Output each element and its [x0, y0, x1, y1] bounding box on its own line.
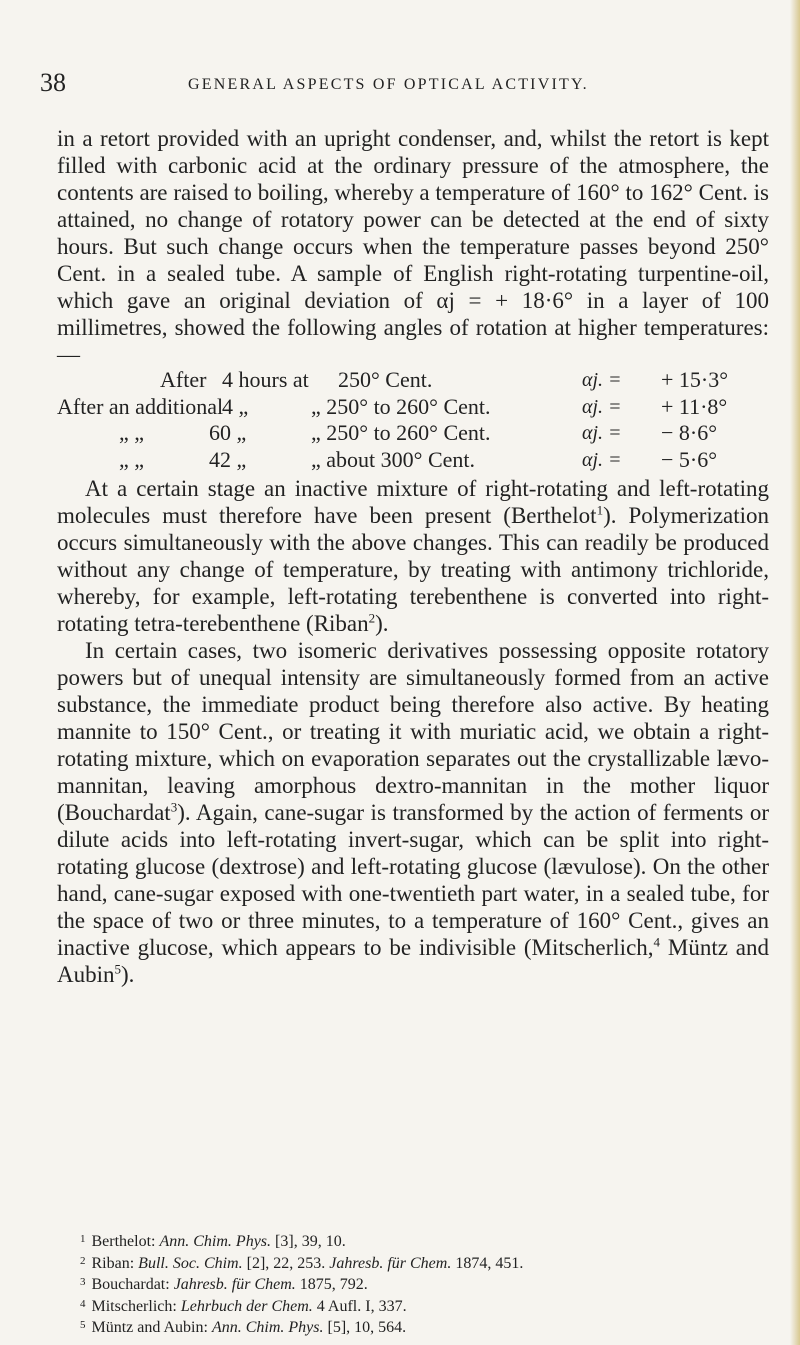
row-hours: 60 „	[209, 420, 247, 445]
row-label: „ „	[119, 420, 145, 445]
footnote: $^3$ Bouchardat: Jahresb. für Chem. 1875, 792.	[80, 1276, 368, 1293]
paragraph-text: At a certain stage an inactive mixture of right-rotating and left-rotating molecules must therefore have been present (Berthelot	[57, 476, 769, 528]
footnote-ref: 2	[368, 610, 376, 626]
row-value: + 11·8°	[661, 393, 728, 419]
row-label: After an additional	[57, 393, 224, 419]
body-paragraphs	[57, 475, 769, 988]
footnote: $^5$ Müntz and Aubin: Ann. Chim. Phys. [5], 10, 564.	[80, 1319, 407, 1336]
rotation-table	[57, 367, 769, 473]
footnote-ref: 3	[170, 799, 178, 815]
body-paragraph-1	[57, 125, 769, 368]
row-symbol: αj. =	[582, 395, 622, 418]
row-range: 250° Cent.	[338, 367, 433, 392]
row-hours: 42 „	[209, 446, 247, 472]
table-row	[57, 394, 769, 421]
paragraph-text: In certain cases, two isomeric derivatives possessing opposite rotatory powers but of unequal intensity are simultaneously formed from an active substance, the immediate product being therefore also active. By heating mannite to 150° Cent., or treating it with muriatic acid, we obtain a right-rotating mixture, which on evaporation separates out the crystallizable lævo-mannitan, leaving amorphous dextro-mannitan in the mother liquor (Bouchardat	[57, 638, 769, 825]
row-range: „ 250° to 260° Cent.	[311, 420, 491, 445]
row-hours: 4 „	[222, 393, 249, 419]
body-paragraph-2	[57, 475, 769, 637]
paragraph-text: Müntz and Aubin	[57, 935, 769, 987]
paragraph-text: ). Again, cane-sugar is transformed by the action of ferments or dilute acids into left-rotating invert-sugar, which can be split into right-rotating glucose (dextrose) and left-rotating glucose (lævulose). On the other hand, cane-sugar exposed with one-twentieth part water, in a sealed tube, for the space of two or three minutes, to a temperature of 160° Cent., gives an inactive glucose, which appears to be indivisible (Mitscherlich,	[57, 800, 769, 960]
paragraph-text: ).	[121, 962, 135, 987]
footnote-ref: 1	[596, 502, 604, 518]
body-paragraph-3	[57, 637, 769, 988]
paragraph-text: ).	[375, 611, 389, 636]
footnote-ref: 5	[114, 961, 121, 977]
paragraph-text: ). Polymerization occurs simultaneously with the above changes. This can readily be produced without any change of temperature, by treating with antimony trichloride, whereby, for example, left-rotating terebenthene is converted into right-rotating tetra-terebenthene (Riban	[57, 503, 770, 636]
row-label: After	[160, 367, 207, 392]
paragraph-text: in a retort provided with an upright condenser, and, whilst the retort is kept filled with carbonic acid at the ordinary pressure of the atmosphere, the contents are raised to boiling, whereby a temperature of 160° to 162° Cent. is attained, no change of rotatory power can be detected at the end of sixty hours. But such change occurs when the temperature passes beyond 250° Cent. in a sealed tube. A sample of English right-rotating turpentine-oil, which gave an original deviation of αj = + 18·6° in a layer of 100 millimetres, showed the following angles of rotation at higher temperatures:—	[57, 126, 769, 367]
footnote: $^4$ Mitscherlich: Lehrbuch der Chem. 4 Aufl. I, 337.	[80, 1297, 407, 1315]
row-hours: 4 hours at	[222, 367, 309, 392]
row-range: „ 250° to 260° Cent.	[311, 393, 491, 419]
row-symbol: αj. =	[582, 369, 622, 391]
page-header	[0, 68, 800, 98]
row-label: „ „	[119, 446, 145, 472]
page-edge	[790, 0, 800, 1345]
footnote: $^1$ Berthelot: Ann. Chim. Phys. [3], 39, 10.	[80, 1233, 346, 1250]
row-symbol: αj. =	[582, 422, 622, 444]
page-number: 38	[40, 68, 66, 97]
row-value: − 8·6°	[661, 420, 718, 445]
table-row	[57, 420, 769, 447]
running-head: GENERAL ASPECTS OF OPTICAL ACTIVITY.	[188, 76, 589, 93]
row-symbol: αj. =	[582, 448, 622, 471]
footnote: $^2$ Riban: Bull. Soc. Chim. [2], 22, 253. Jahresb. für Chem. 1874, 451.	[80, 1254, 524, 1272]
row-value: + 15·3°	[661, 367, 729, 392]
table-row	[57, 447, 769, 474]
row-value: − 5·6°	[661, 446, 718, 472]
footnote-ref: 4	[653, 934, 661, 950]
table-row	[57, 367, 769, 394]
row-range: „ about 300° Cent.	[311, 446, 475, 472]
footnotes	[80, 1230, 770, 1338]
